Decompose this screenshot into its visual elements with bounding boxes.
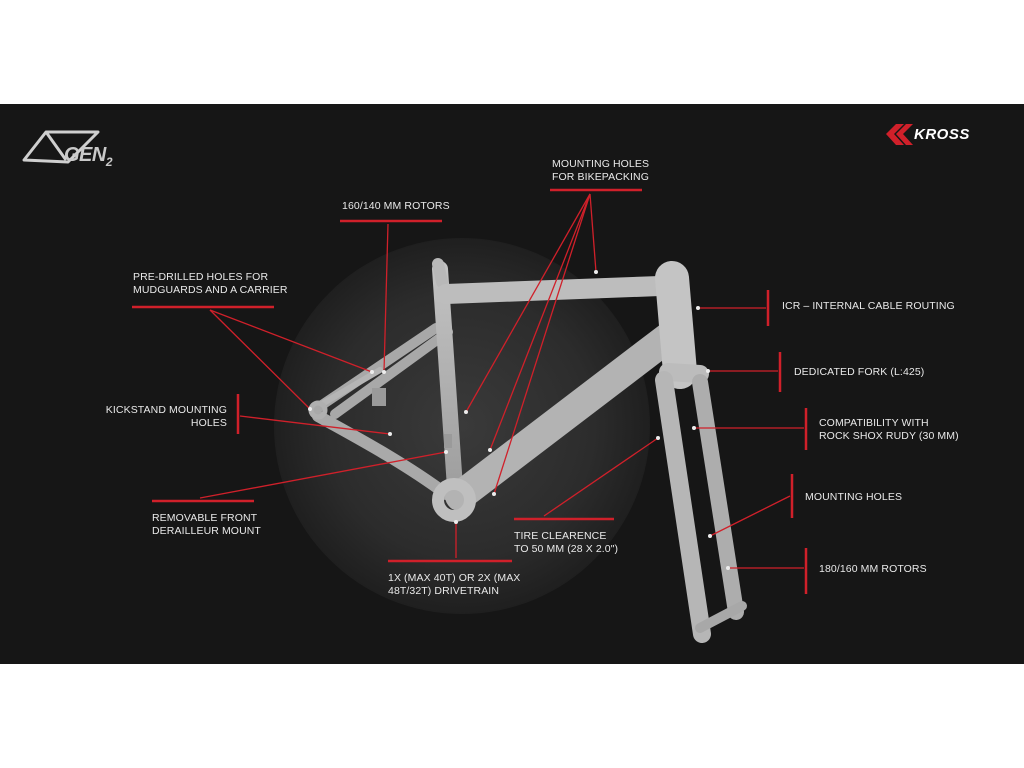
label-predrilled-holes: PRE-DRILLED HOLES FOR MUDGUARDS AND A CARRIER	[133, 271, 288, 296]
gen2-emblem-text: $GEN_2$	[64, 144, 113, 169]
kross-logo-text: KROSS	[914, 126, 970, 143]
label-dedicated-fork: DEDICATED FORK (L:425)	[794, 366, 925, 378]
label-derailleur-mount: REMOVABLE FRONT DERAILLEUR MOUNT	[152, 512, 261, 537]
label-kickstand-holes: KICKSTAND MOUNTING HOLES	[105, 404, 227, 429]
label-rear-rotors: 160/140 MM ROTORS	[342, 200, 450, 212]
label-mounting-holes-bikepacking: MOUNTING HOLES FOR BIKEPACKING	[552, 158, 650, 183]
kross-logo-icon	[886, 124, 913, 145]
label-fork-mounting-holes: MOUNTING HOLES	[805, 491, 903, 503]
label-front-rotors: 180/160 MM ROTORS	[819, 563, 927, 575]
label-drivetrain: 1X (MAX 40T) OR 2X (MAX 48T/32T) DRIVETRAIN	[388, 572, 521, 597]
label-internal-cable-routing: ICR – INTERNAL CABLE ROUTING	[782, 300, 955, 312]
label-rockshox-compatibility: COMPATIBILITY WITH ROCK SHOX RUDY (30 MM)	[819, 417, 959, 442]
label-tire-clearance: TIRE CLEARENCE TO 50 MM (28 X 2.0")	[514, 530, 619, 555]
infographic-panel	[0, 104, 1024, 664]
